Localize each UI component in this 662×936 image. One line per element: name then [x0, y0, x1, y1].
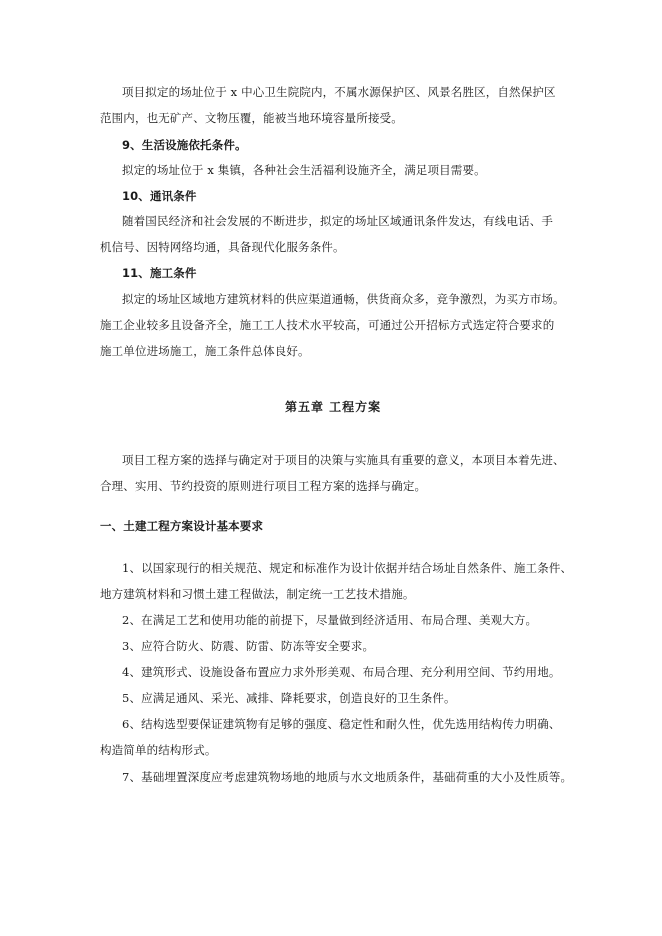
- requirement-3: 3、应符合防火、防震、防雷、防冻等安全要求。: [122, 639, 375, 653]
- site-paragraph-line-2: 范围内，也无矿产、文物压覆，能被当地环境容量所接受。: [100, 111, 403, 125]
- requirement-7: 7、基础埋置深度应考虑建筑物场地的地质与水文地质条件，基础荷重的大小及性质等。: [122, 770, 573, 784]
- item10-heading: 10、通讯条件: [122, 189, 197, 203]
- item10-line-1: 随着国民经济和社会发展的不断进步，拟定的场址区域通讯条件发达，有线电话、手: [122, 214, 554, 228]
- item9-heading: 9、生活设施依托条件。: [122, 138, 247, 152]
- item11-line-2: 施工企业较多且设备齐全，施工工人技术水平较高，可通过公开招标方式选定符合要求的: [100, 318, 555, 332]
- item11-line-3: 施工单位进场施工，施工条件总体良好。: [100, 344, 310, 358]
- requirement-4: 4、建筑形式、设施设备布置应力求外形美观、布局合理、充分利用空间、节约用地。: [122, 665, 561, 679]
- item11-heading: 11、施工条件: [122, 266, 197, 280]
- requirement-6-line-1: 6、结构选型要保证建筑物有足够的强度、稳定性和耐久性，优先选用结构传力明确、: [122, 717, 561, 731]
- chapter-intro-line-1: 项目工程方案的选择与确定对于项目的决策与实施具有重要的意义，本项目本着先进、: [122, 453, 565, 467]
- requirement-1-line-2: 地方建筑材料和习惯土建工程做法，制定统一工艺技术措施。: [100, 587, 415, 601]
- requirement-1-line-1: 1、以国家现行的相关规范、规定和标准作为设计依据并结合场址自然条件、施工条件、: [122, 561, 573, 575]
- chapter-intro-line-2: 合理、实用、节约投资的原则进行项目工程方案的选择与确定。: [100, 479, 427, 493]
- chapter-title: 第五章 工程方案: [285, 400, 382, 414]
- item10-line-2: 机信号、因特网络均通，具备现代化服务条件。: [100, 240, 345, 254]
- item9-text: 拟定的场址位于 x 集镇，各种社会生活福利设施齐全，满足项目需要。: [122, 163, 486, 177]
- requirement-6-line-2: 构造简单的结构形式。: [100, 743, 217, 757]
- item11-line-1: 拟定的场址区域地方建筑材料的供应渠道通畅，供货商众多，竞争激烈，为买方市场。: [122, 292, 565, 306]
- requirement-5: 5、应满足通风、采光、减排、降耗要求，创造良好的卫生条件。: [122, 691, 456, 705]
- site-paragraph-line-1: 项目拟定的场址位于 x 中心卫生院院内，不属水源保护区、风景名胜区，自然保护区: [122, 85, 556, 99]
- section-heading: 一、土建工程方案设计基本要求: [100, 519, 264, 533]
- requirement-2: 2、在满足工艺和使用功能的前提下，尽量做到经济适用、布局合理、美观大方。: [122, 613, 538, 627]
